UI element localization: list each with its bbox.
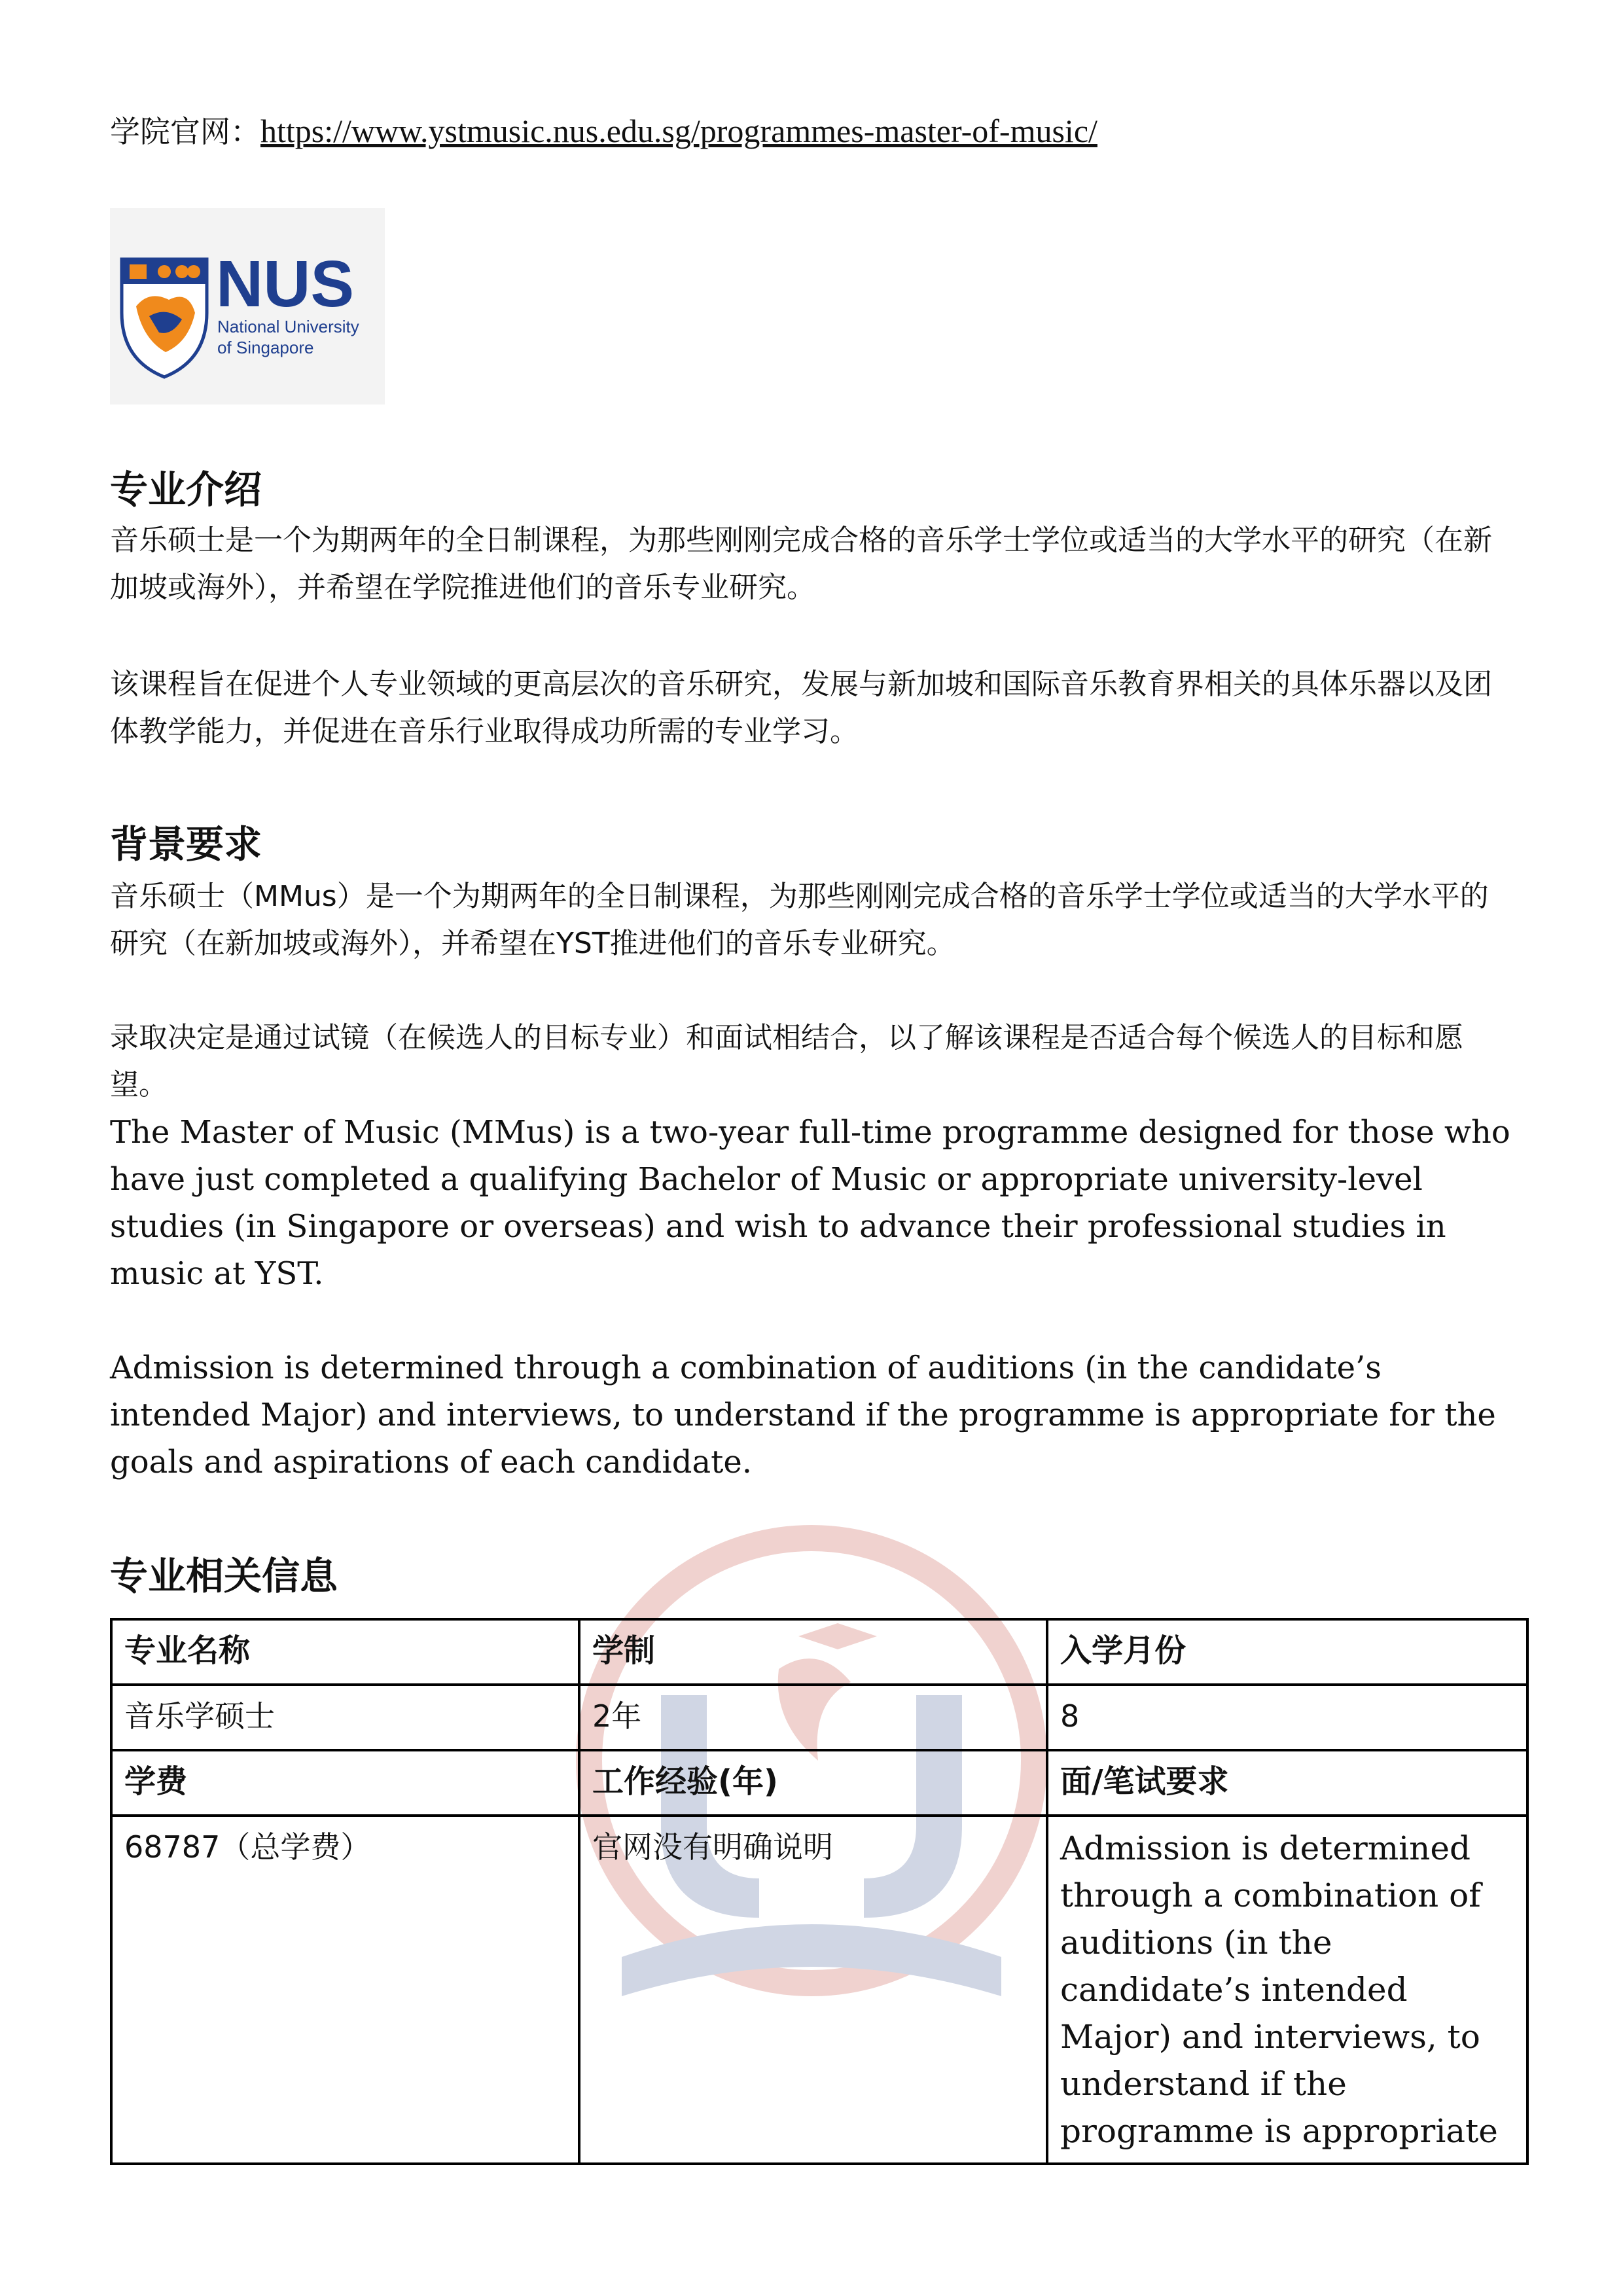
intro-heading: 专业介绍 [110, 467, 262, 512]
table-row [111, 1816, 1527, 2164]
info-table [110, 1618, 1529, 2165]
cell-tuition-value: 68787（总学费） [111, 1816, 579, 2164]
nus-logo [110, 208, 385, 404]
cell-duration-value: 2年 [579, 1685, 1047, 1750]
cell-exam-value: Admission is determined through a combination of auditions (in the candidate’s intended Major) and interviews, to understand if the programme is appropriate [1047, 1816, 1527, 2164]
background-english-1: The Master of Music (MMus) is a two-year full-time programme designed for those who have just completed a qualifying Bachelor of Music or appropriate university-level studies (in Singapore or overseas) and wish to advance their professional studies in music at YST. [110, 1114, 1510, 1292]
header-cell-duration: 学制 [579, 1619, 1047, 1685]
table-row [111, 1685, 1527, 1750]
cell-major-value: 音乐学硕士 [111, 1685, 579, 1750]
background-paragraph-1: 音乐硕士（MMus）是一个为期两年的全日制课程，为那些刚刚完成合格的音乐学士学位或适当的大学水平的研究（在新加坡或海外），并希望在YST推进他们的音乐专业研究。 [110, 880, 1489, 960]
table-row [111, 1750, 1527, 1816]
header-cell-exam: 面/笔试要求 [1047, 1750, 1527, 1816]
website-label: 学院官网： [110, 114, 260, 149]
logo-line-1: National University [217, 317, 359, 336]
table-row [111, 1619, 1527, 1685]
website-line [110, 111, 1097, 151]
info-heading: 专业相关信息 [110, 1554, 338, 1598]
background-english-2: Admission is determined through a combination of auditions (in the candidate’s intended Major) and interviews, to understand if the programme is appropriate for the goals and aspirations of each candidate. [110, 1350, 1496, 1480]
header-cell-major: 专业名称 [111, 1619, 579, 1685]
logo-name: NUS [216, 247, 355, 321]
header-cell-experience: 工作经验(年) [579, 1750, 1047, 1816]
header-cell-intake: 入学月份 [1047, 1619, 1527, 1685]
intro-paragraph-1: 音乐硕士是一个为期两年的全日制课程，为那些刚刚完成合格的音乐学士学位或适当的大学水平的研究（在新加坡或海外），并希望在学院推进他们的音乐专业研究。 [110, 524, 1492, 604]
website-link[interactable]: https://www.ystmusic.nus.edu.sg/programmes-master-of-music/ [260, 113, 1097, 149]
cell-intake-value: 8 [1047, 1685, 1527, 1750]
logo-line-2: of Singapore [217, 338, 314, 357]
background-paragraph-2: 录取决定是通过试镜（在候选人的目标专业）和面试相结合，以了解该课程是否适合每个候选人的目标和愿望。 [110, 1021, 1463, 1102]
intro-paragraph-2: 该课程旨在促进个人专业领域的更高层次的音乐研究，发展与新加坡和国际音乐教育界相关的具体乐器以及团体教学能力，并促进在音乐行业取得成功所需的专业学习。 [110, 668, 1492, 748]
cell-experience-value: 官网没有明确说明 [579, 1816, 1047, 2164]
background-heading: 背景要求 [110, 822, 262, 867]
header-cell-tuition: 学费 [111, 1750, 579, 1816]
